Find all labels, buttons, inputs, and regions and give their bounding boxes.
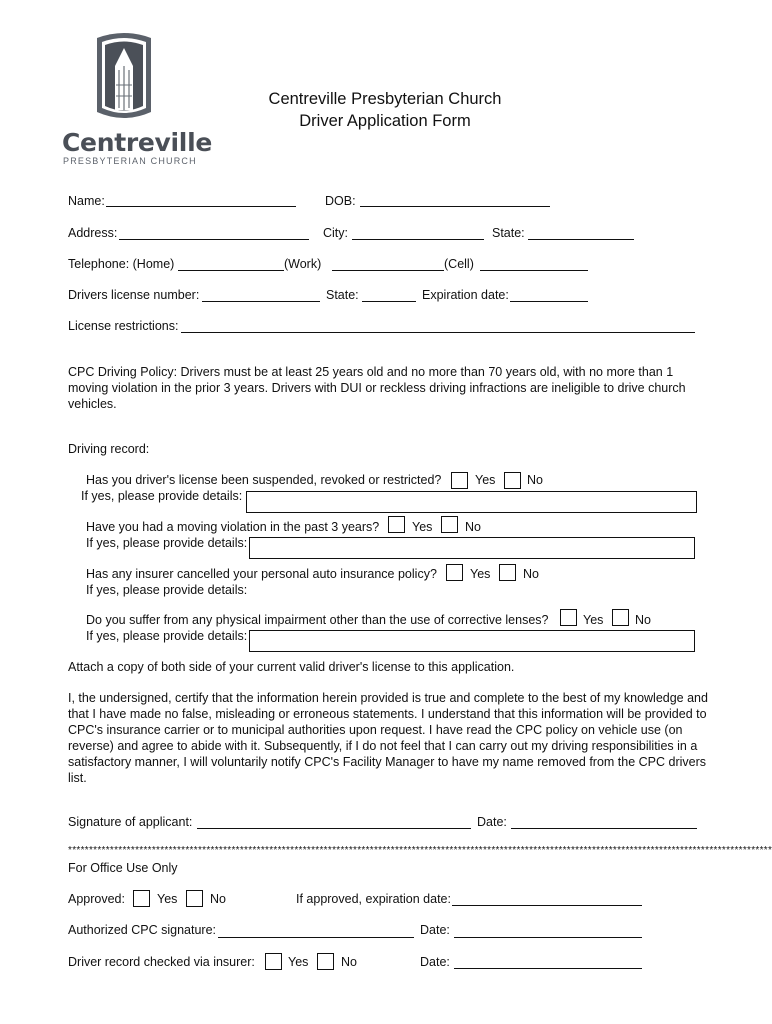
driving-policy: CPC Driving Policy: Drivers must be at least 25 years old and no more than 70 years old, with no more than 1 moving violation in the prior 3 years. Drivers with DUI or reckless driving infractions are ineligible to drive church vehicles. <box>68 365 686 411</box>
record-checked-label: Driver record checked via insurer: <box>68 955 255 969</box>
yes-label: Yes <box>157 892 178 906</box>
separator-line: ************************************************************************************************************************************************************************ <box>68 845 772 856</box>
authorized-date-label: Date: <box>420 923 450 937</box>
details-label: If yes, please provide details: <box>86 629 248 643</box>
form-title: Driver Application Form <box>299 112 471 130</box>
approved-expiration-field[interactable] <box>452 905 642 906</box>
name-field[interactable] <box>106 206 296 207</box>
question-moving-violation: Have you had a moving violation in the past 3 years? <box>86 520 380 534</box>
no-label: No <box>210 892 226 906</box>
violation-no-checkbox[interactable] <box>441 516 458 533</box>
record-checked-no-checkbox[interactable] <box>317 953 334 970</box>
office-use-heading: For Office Use Only <box>68 861 178 875</box>
restrictions-label: License restrictions: <box>68 319 179 333</box>
record-checked-date-label: Date: <box>420 955 450 969</box>
church-name: Centreville Presbyterian Church <box>268 90 502 108</box>
dob-field[interactable] <box>360 206 550 207</box>
telephone-cell-field[interactable] <box>480 270 588 271</box>
attach-instruction: Attach a copy of both side of your current valid driver's license to this application. <box>68 660 515 674</box>
address-field[interactable] <box>119 239 309 240</box>
license-state-label: State: <box>326 288 359 302</box>
yes-label: Yes <box>475 473 496 487</box>
impairment-no-checkbox[interactable] <box>612 609 629 626</box>
signature-field[interactable] <box>197 828 471 829</box>
state-field[interactable] <box>528 239 634 240</box>
approved-yes-checkbox[interactable] <box>133 890 150 907</box>
certification-statement: I, the undersigned, certify that the information herein provided is true and complete to the best of my knowledge and that I have made no false, misleading or erroneous statements. I understand that this information will be provided to CPC's insurance carrier or to municipal authorities upon request. I have read the CPC policy on vehicle use (on reverse) and agree to abide with it. Subsequently, if I do not feel that I can carry out my driving responsibilities in a satisfactory manner, I will voluntarily notify CPC's Facility Manager to have my name removed from the CPC drivers list. <box>68 691 708 785</box>
approved-label: Approved: <box>68 892 125 906</box>
yes-label: Yes <box>288 955 309 969</box>
logo-subtitle: PRESBYTERIAN CHURCH <box>63 156 197 166</box>
church-logo-icon <box>94 30 154 122</box>
city-field[interactable] <box>352 239 484 240</box>
suspended-yes-checkbox[interactable] <box>451 472 468 489</box>
work-label: (Work) <box>284 257 322 271</box>
signature-date-field[interactable] <box>511 828 697 829</box>
dob-label: DOB: <box>325 194 356 208</box>
cell-label: (Cell) <box>444 257 474 271</box>
logo-wordmark: Centreville <box>62 128 212 157</box>
question-insurer-cancelled: Has any insurer cancelled your personal auto insurance policy? <box>86 567 437 581</box>
city-label: City: <box>323 226 348 240</box>
license-number-field[interactable] <box>202 301 320 302</box>
no-label: No <box>527 473 543 487</box>
state-label: State: <box>492 226 525 240</box>
signature-date-label: Date: <box>477 815 507 829</box>
violation-details-field[interactable] <box>249 537 695 559</box>
driving-record-heading: Driving record: <box>68 442 150 456</box>
yes-label: Yes <box>583 613 604 627</box>
telephone-work-field[interactable] <box>332 270 444 271</box>
impairment-yes-checkbox[interactable] <box>560 609 577 626</box>
details-label: If yes, please provide details: <box>86 583 248 597</box>
no-label: No <box>465 520 481 534</box>
impairment-details-field[interactable] <box>249 630 695 652</box>
license-state-field[interactable] <box>362 301 416 302</box>
telephone-home-field[interactable] <box>178 270 284 271</box>
question-impairment: Do you suffer from any physical impairment other than the use of corrective lenses? <box>86 613 549 627</box>
no-label: No <box>341 955 357 969</box>
name-label: Name: <box>68 194 105 208</box>
address-label: Address: <box>68 226 118 240</box>
record-checked-yes-checkbox[interactable] <box>265 953 282 970</box>
license-number-label: Drivers license number: <box>68 288 200 302</box>
insurer-no-checkbox[interactable] <box>499 564 516 581</box>
no-label: No <box>523 567 539 581</box>
approved-no-checkbox[interactable] <box>186 890 203 907</box>
suspended-no-checkbox[interactable] <box>504 472 521 489</box>
details-label: If yes, please provide details: <box>86 536 248 550</box>
expiration-approved-label: If approved, expiration date: <box>296 892 451 906</box>
expiration-field[interactable] <box>510 301 588 302</box>
telephone-home-label: Telephone: (Home) <box>68 257 175 271</box>
suspended-details-field[interactable] <box>246 491 697 513</box>
signature-label: Signature of applicant: <box>68 815 193 829</box>
insurer-yes-checkbox[interactable] <box>446 564 463 581</box>
restrictions-field[interactable] <box>181 332 695 333</box>
violation-yes-checkbox[interactable] <box>388 516 405 533</box>
expiration-label: Expiration date: <box>422 288 509 302</box>
authorized-signature-label: Authorized CPC signature: <box>68 923 216 937</box>
no-label: No <box>635 613 651 627</box>
yes-label: Yes <box>412 520 433 534</box>
record-checked-date-field[interactable] <box>454 968 642 969</box>
details-label: If yes, please provide details: <box>81 489 243 503</box>
question-suspended: Has you driver's license been suspended, revoked or restricted? <box>86 473 442 487</box>
authorized-date-field[interactable] <box>454 937 642 938</box>
authorized-signature-field[interactable] <box>218 937 414 938</box>
yes-label: Yes <box>470 567 491 581</box>
